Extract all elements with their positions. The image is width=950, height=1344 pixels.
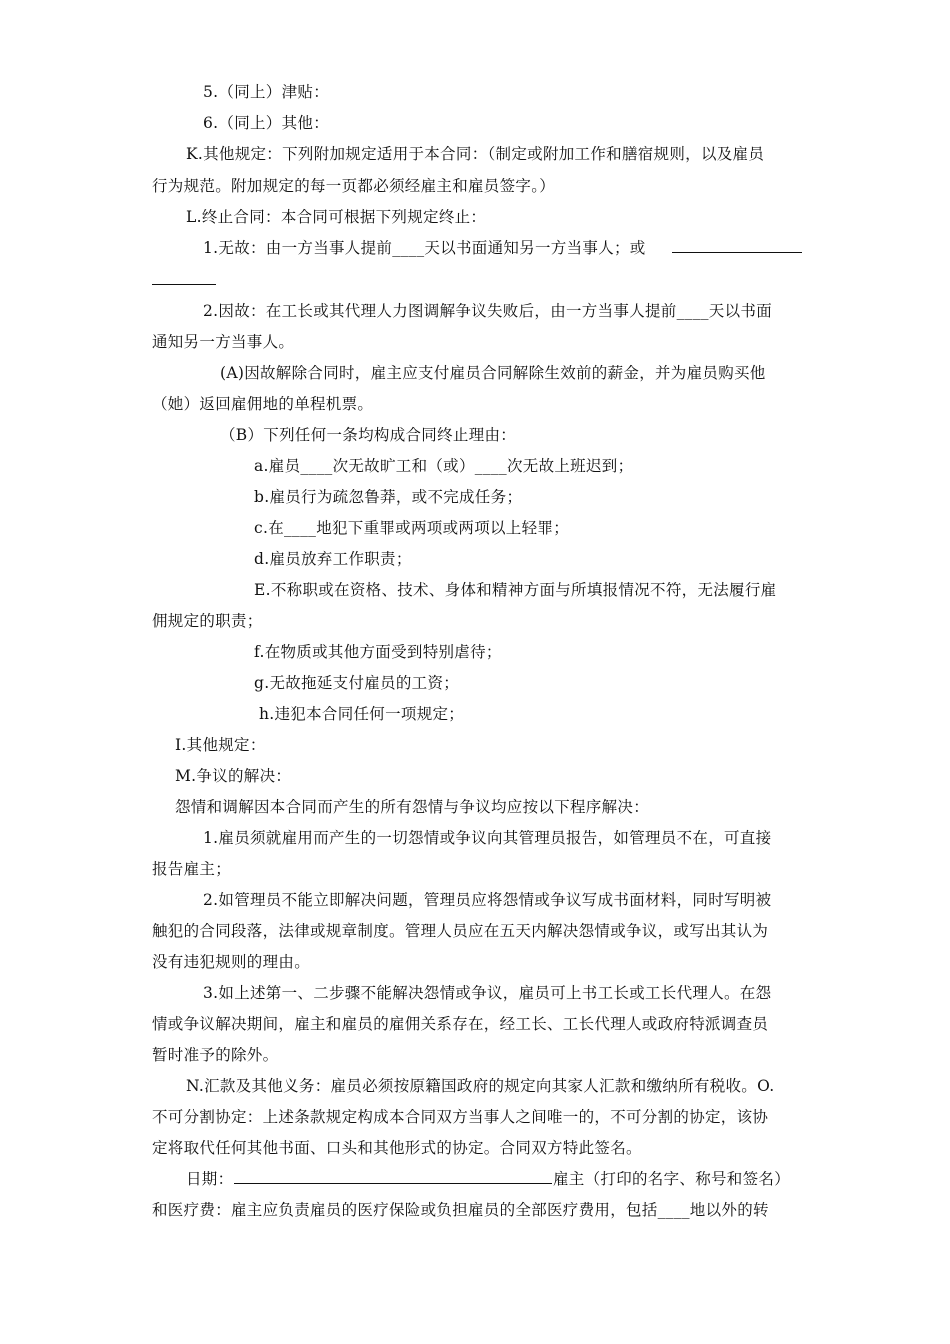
blank-line (672, 252, 802, 253)
clause-l-title: L.终止合同：本合同可根据下列规定终止： (186, 208, 487, 226)
clause-l-2-line-2: 通知另一方当事人。 (152, 333, 295, 351)
clause-m-3-line-3: 暂时准予的除外。 (152, 1046, 279, 1064)
clause-i: I.其他规定： (175, 736, 266, 754)
clause-m-intro: 怨情和调解因本合同而产生的所有怨情与争议均应按以下程序解决： (175, 798, 650, 816)
reason-h: h.违犯本合同任何一项规定； (259, 705, 465, 723)
clause-m-title: M.争议的解决： (175, 767, 292, 785)
clause-6-other: 6.（同上）其他： (203, 114, 329, 132)
clause-m-3-line-1: 3.如上述第一、二步骤不能解决怨情或争议，雇员可上书工长或工长代理人。在怨 (203, 984, 772, 1002)
blank-line-continued (152, 284, 216, 285)
reason-e-line-1: E.不称职或在资格、技术、身体和精神方面与所填报情况不符，无法履行雇 (254, 581, 777, 599)
clause-l-1: 1.无故：由一方当事人提前____天以书面通知另一方当事人；或 (203, 239, 646, 257)
date-blank-line (234, 1183, 552, 1184)
medical-expenses-clause: 和医疗费：雇主应负责雇员的医疗保险或负担雇员的全部医疗费用，包括____地以外的转 (152, 1201, 769, 1219)
clause-o-line-1: 不可分割协定：上述条款规定构成本合同双方当事人之间唯一的，不可分割的协定，该协 (152, 1108, 769, 1126)
clause-a-line-1: (A)因故解除合同时，雇主应支付雇员合同解除生效前的薪金，并为雇员购买他 (220, 364, 766, 382)
clause-m-3-line-2: 情或争议解决期间，雇主和雇员的雇佣关系存在，经工长、工长代理人或政府特派调查员 (152, 1015, 769, 1033)
clause-b-title: （B）下列任何一条均构成合同终止理由： (220, 426, 517, 444)
clause-m-1-line-2: 报告雇主； (152, 860, 232, 878)
clause-a-line-2: （她）返回雇佣地的单程机票。 (152, 395, 374, 413)
reason-a: a.雇员____次无故旷工和（或）____次无故上班迟到； (254, 457, 634, 475)
reason-e-line-2: 佣规定的职责； (152, 612, 263, 630)
clause-k-line-1: K.其他规定：下列附加规定适用于本合同：（制定或附加工作和膳宿规则，以及雇员 (186, 145, 765, 163)
employer-signature-label: 雇主（打印的名字、称号和签名） (553, 1170, 791, 1188)
clause-l-2-line-1: 2.因故：在工长或其代理人力图调解争议失败后，由一方当事人提前____天以书面 (203, 302, 772, 320)
clause-5-allowance: 5.（同上）津贴： (203, 83, 329, 101)
reason-g: g.无故拖延支付雇员的工资； (254, 674, 460, 692)
reason-b: b.雇员行为疏忽鲁莽，或不完成任务； (254, 488, 523, 506)
clause-n-line-1: N.汇款及其他义务：雇员必须按原籍国政府的规定向其家人汇款和缴纳所有税收。O. (186, 1077, 775, 1095)
reason-f: f.在物质或其他方面受到特别虐待； (254, 643, 502, 661)
clause-k-line-2: 行为规范。附加规定的每一页都必须经雇主和雇员签字。） (152, 177, 556, 195)
clause-m-2-line-3: 没有违犯规则的理由。 (152, 953, 311, 971)
clause-o-line-2: 定将取代任何其他书面、口头和其他形式的协定。合同双方特此签名。 (152, 1139, 642, 1157)
date-label: 日期： (186, 1170, 234, 1188)
reason-c: c.在____地犯下重罪或两项或两项以上轻罪； (254, 519, 570, 537)
clause-m-2-line-1: 2.如管理员不能立即解决问题，管理员应将怨情或争议写成书面材料，同时写明被 (203, 891, 772, 909)
reason-d: d.雇员放弃工作职责； (254, 550, 412, 568)
clause-m-1-line-1: 1.雇员须就雇用而产生的一切怨情或争议向其管理员报告，如管理员不在，可直接 (203, 829, 772, 847)
clause-m-2-line-2: 触犯的合同段落，法律或规章制度。管理人员应在五天内解决怨情或争议，或写出其认为 (152, 922, 769, 940)
